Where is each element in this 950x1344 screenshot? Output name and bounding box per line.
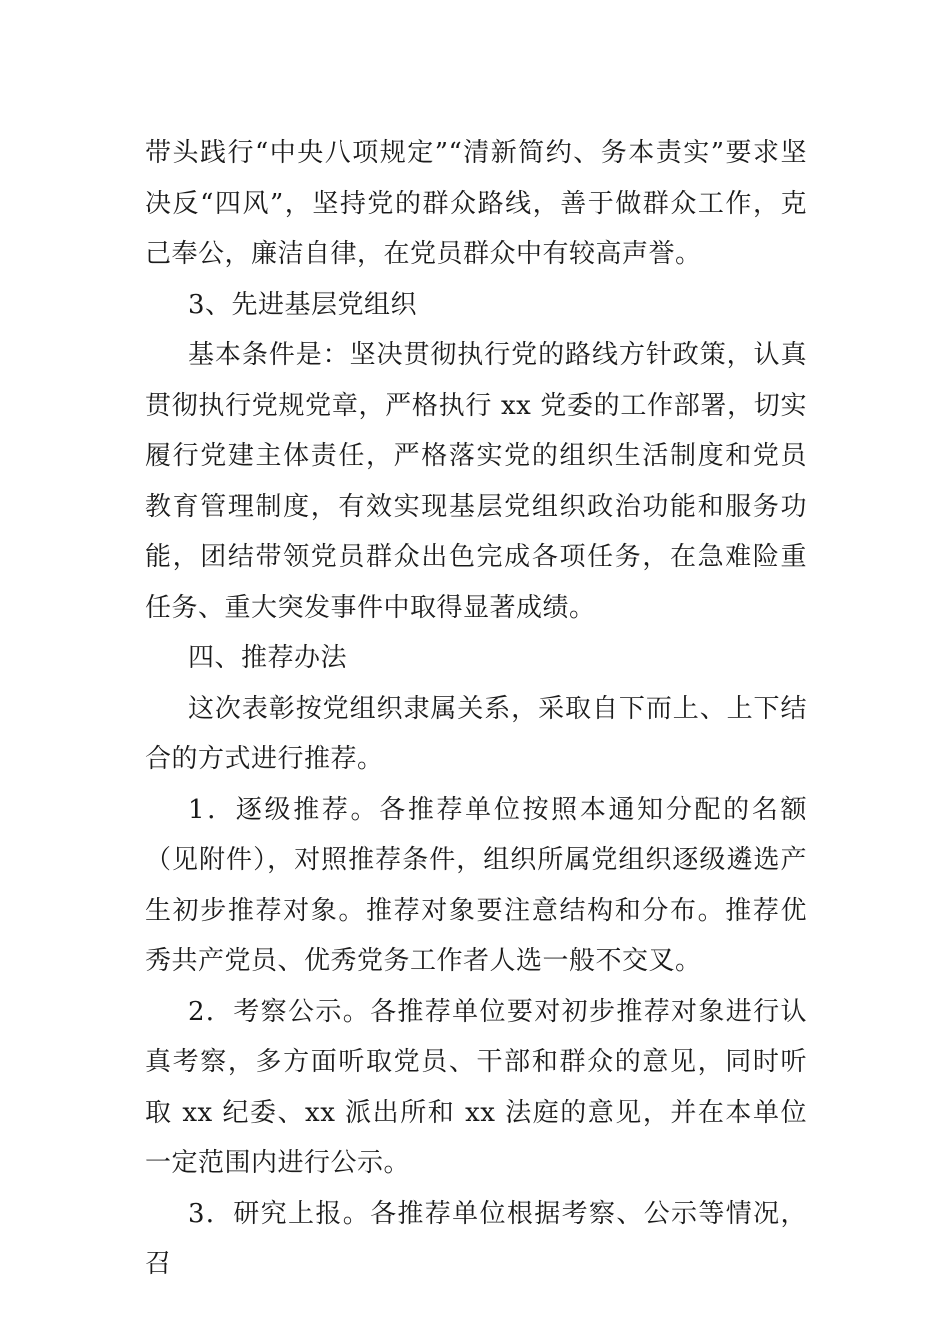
paragraph-requirements-cont: 带头践行“中央八项规定”“清新简约、务本责实”要求坚决反“四风”，坚持党的群众路线，善于做群众工作，克己奉公，廉洁自律，在党员群众中有较高声誉。 <box>145 138 807 269</box>
section-heading-recommendation-method: 四、推荐办法 <box>188 643 348 673</box>
paragraph-basic-conditions: 基本条件是：坚决贯彻执行党的路线方针政策，认真贯彻执行党规党章，严格执行 xx 党委的工作部署，切实履行党建主体责任，严格落实党的组织生活制度和党员教育管理制度，有效实现基层党组织政治功能和服务功能，团结带领党员群众出色完成各项任务，在急难险重任务、重大突发事件中取得显著成绩。 <box>145 340 807 623</box>
section-heading-advanced-grassroots-org: 3、先进基层党组织 <box>188 289 418 320</box>
paragraph-step-1: 1．逐级推荐。各推荐单位按照本通知分配的名额（见附件），对照推荐条件，组织所属党组织逐级遴选产生初步推荐对象。推荐对象要注意结构和分布。推荐优秀共产党员、优秀党务工作者人选一般不交叉。 <box>145 794 807 976</box>
paragraph-step-2: 2．考察公示。各推荐单位要对初步推荐对象进行认真考察，多方面听取党员、干部和群众的意见，同时听取 xx 纪委、xx 派出所和 xx 法庭的意见，并在本单位一定范围内进行公示。 <box>145 996 807 1178</box>
document-body <box>145 128 807 1290</box>
paragraph-recommendation-intro: 这次表彰按党组织隶属关系，采取自下而上、上下结合的方式进行推荐。 <box>145 693 807 774</box>
paragraph-step-3: 3．研究上报。各推荐单位根据考察、公示等情况，召 <box>145 1198 807 1279</box>
